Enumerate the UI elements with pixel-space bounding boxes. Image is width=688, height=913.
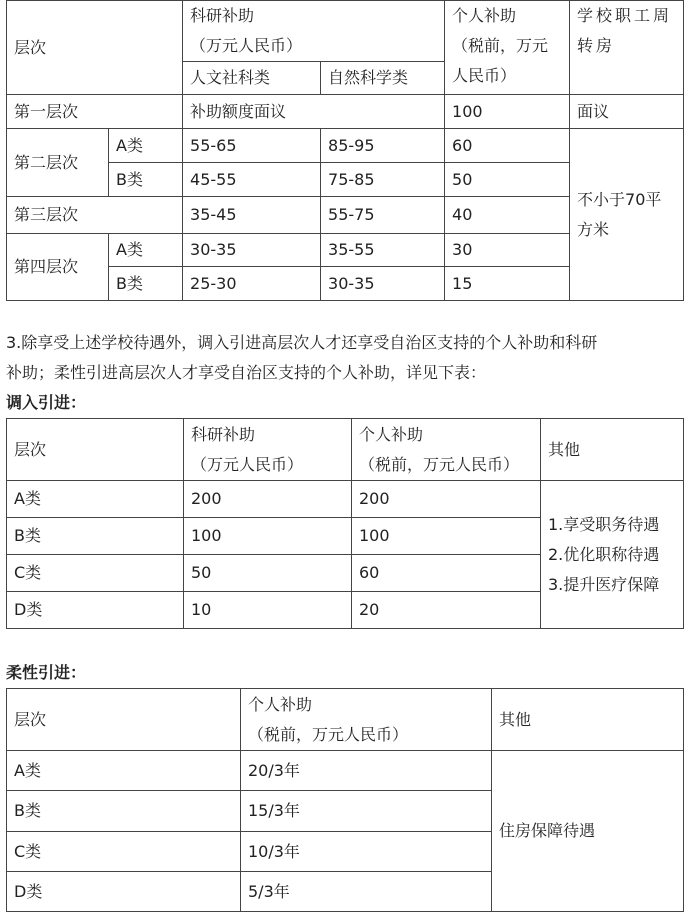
- table-row: [7, 481, 684, 518]
- talent-level-table: [6, 0, 684, 301]
- level-cell: C类: [7, 555, 184, 592]
- level-cell: B类: [7, 518, 184, 555]
- flexible-talent-table: [6, 688, 684, 912]
- level-cell: C类: [7, 832, 241, 872]
- sublevel-cell: B类: [109, 163, 183, 197]
- personal-cell: 15: [445, 267, 570, 301]
- research-cell: 10: [184, 592, 352, 629]
- housing-cell: 面议: [570, 95, 684, 129]
- personal-cell: 20/3年: [241, 751, 492, 791]
- sublevel-cell: A类: [109, 234, 183, 267]
- level-cell: B类: [7, 791, 241, 832]
- personal-cell: 20: [352, 592, 541, 629]
- personal-cell: 100: [445, 95, 570, 129]
- header-personal: 个人补助 （税前，万元 人民币）: [445, 1, 570, 95]
- other-merged-cell: 住房保障待遇: [492, 751, 684, 912]
- humanities-cell: 55-65: [183, 129, 321, 163]
- other-merged-cell: 1.享受职务待遇 2.优化职称待遇 3.提升医疗保障: [541, 481, 684, 629]
- paragraph-line: 补助；柔性引进高层次人才享受自治区支持的个人补助，详见下表：: [6, 363, 487, 382]
- header-research: 科研补助 （万元人民币）: [183, 1, 445, 62]
- header-housing: 学校职工周 转房: [570, 1, 684, 95]
- personal-cell: 15/3年: [241, 791, 492, 832]
- header-research: 科研补助 （万元人民币）: [184, 419, 352, 481]
- level-cell: 第四层次: [7, 234, 109, 301]
- header-science: 自然科学类: [321, 62, 445, 95]
- header-level: 层次: [7, 1, 183, 95]
- table-row: [7, 751, 684, 791]
- header-level: 层次: [7, 419, 184, 481]
- humanities-cell: 35-45: [183, 197, 321, 234]
- transfer-talent-table: [6, 418, 684, 629]
- section-title-flexible: 柔性引进：: [6, 663, 87, 682]
- header-level: 层次: [7, 689, 241, 751]
- section-title-transfer: 调入引进：: [6, 393, 87, 412]
- science-cell: 30-35: [321, 267, 445, 301]
- research-cell: 200: [184, 481, 352, 518]
- table-row: [7, 129, 684, 163]
- table-row: [7, 95, 684, 129]
- level-cell: A类: [7, 481, 184, 518]
- humanities-cell: 25-30: [183, 267, 321, 301]
- personal-cell: 30: [445, 234, 570, 267]
- research-cell: 补助额度面议: [183, 95, 445, 129]
- paragraph-line: 3.除享受上述学校待遇外，调入引进高层次人才还享受自治区支持的个人补助和科研: [6, 333, 598, 352]
- personal-cell: 60: [445, 129, 570, 163]
- personal-cell: 60: [352, 555, 541, 592]
- level-cell: D类: [7, 592, 184, 629]
- personal-cell: 10/3年: [241, 832, 492, 872]
- housing-merged-cell: 不小于70平 方米: [570, 129, 684, 301]
- humanities-cell: 30-35: [183, 234, 321, 267]
- header-humanities: 人文社科类: [183, 62, 321, 95]
- research-cell: 50: [184, 555, 352, 592]
- header-personal: 个人补助 （税前，万元人民币）: [241, 689, 492, 751]
- header-personal: 个人补助 （税前，万元人民币）: [352, 419, 541, 481]
- science-cell: 55-75: [321, 197, 445, 234]
- science-cell: 35-55: [321, 234, 445, 267]
- level-cell: 第二层次: [7, 129, 109, 197]
- personal-cell: 5/3年: [241, 872, 492, 912]
- level-cell: D类: [7, 872, 241, 912]
- header-other: 其他: [492, 689, 684, 751]
- sublevel-cell: A类: [109, 129, 183, 163]
- science-cell: 75-85: [321, 163, 445, 197]
- science-cell: 85-95: [321, 129, 445, 163]
- humanities-cell: 45-55: [183, 163, 321, 197]
- sublevel-cell: B类: [109, 267, 183, 301]
- personal-cell: 50: [445, 163, 570, 197]
- level-cell: 第三层次: [7, 197, 183, 234]
- level-cell: A类: [7, 751, 241, 791]
- personal-cell: 100: [352, 518, 541, 555]
- research-cell: 100: [184, 518, 352, 555]
- header-other: 其他: [541, 419, 684, 481]
- level-cell: 第一层次: [7, 95, 183, 129]
- personal-cell: 200: [352, 481, 541, 518]
- personal-cell: 40: [445, 197, 570, 234]
